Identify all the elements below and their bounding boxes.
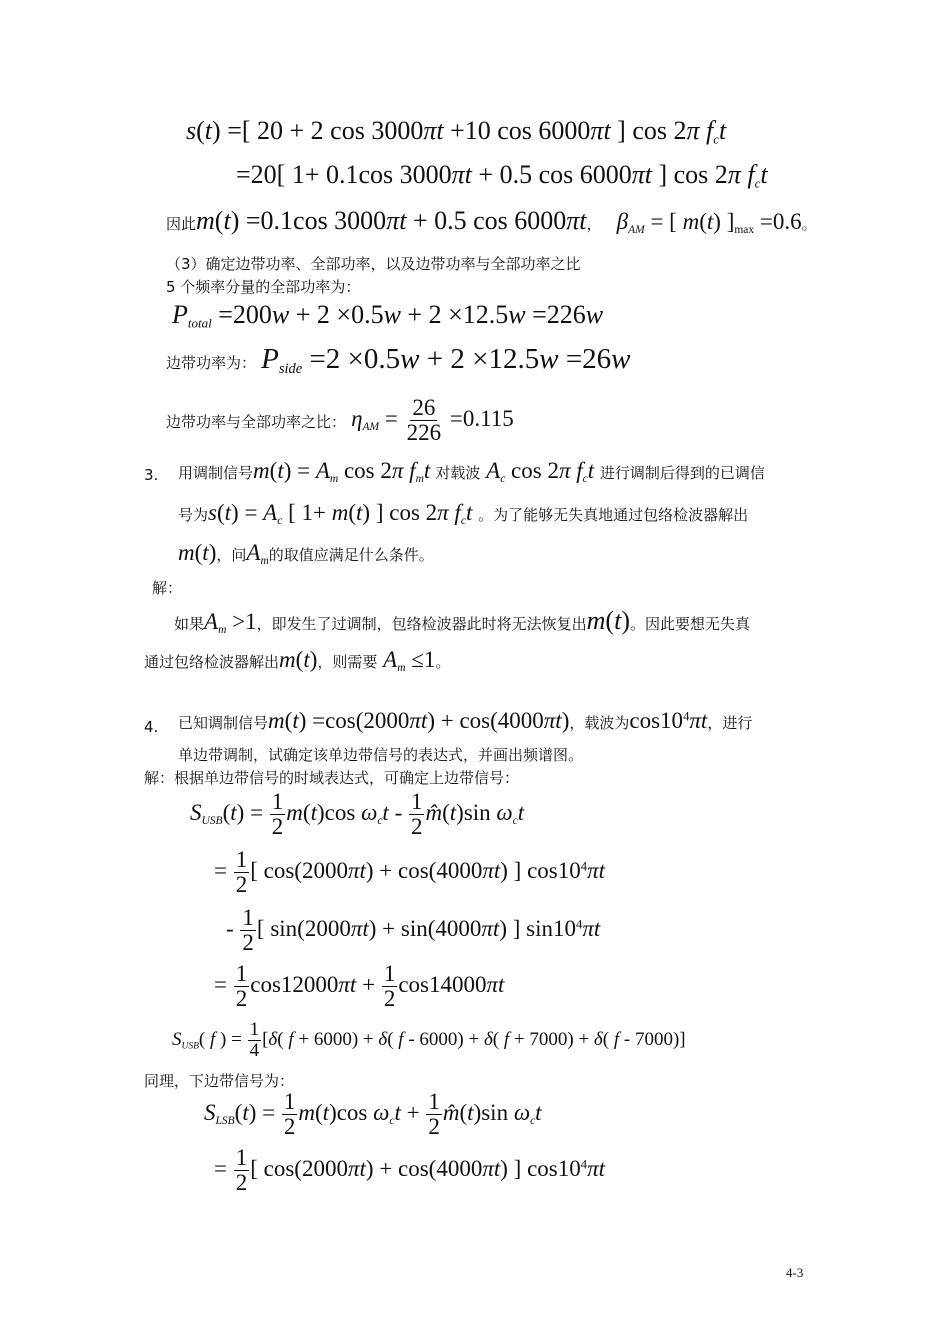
q3-solution-label: 解： [152, 579, 183, 597]
equation-susb-line1: $S_{USB}(t)$ = $\frac{1}{2}$ m(t)cos $\omega_ct$ - $\frac{1}{2}$ m̂(t)sin $\omega_ct$ [190, 789, 525, 840]
equation-susb-line4: = $\frac{1}{2}$ cos12000πt + $\frac{1}{2}$ cos14000πt [214, 961, 505, 1012]
equation-st-line2: =20[ 1+ 0.1cos 3000πt + 0.5 cos 6000πt ] cos 2π $f_ct$ [236, 160, 768, 191]
q4-number: 4. [144, 718, 159, 736]
a3-line1: 如果$A_m >1$，即发生了过调制，包络检波器此时将无法恢复出m(t)。因此要想无失真 [174, 606, 751, 637]
equation-susb-line3: - $\frac{1}{2}$ [ sin(2000πt) + sin(4000πt) ] $\sin 10^4\pi t$ [226, 905, 601, 956]
lsb-label: 同理，下边带信号为： [144, 1072, 295, 1090]
q4-line2: 单边带调制，试确定该单边带信号的表达式，并画出频谱图。 [178, 746, 584, 764]
equation-p-total: $P_{total} =200w + 2 \times 0.5w + 2 \times 12.5w =226w$ [172, 300, 604, 331]
ratio-line: 边带功率与全部功率之比： $\eta_{AM}$ = $\frac{26}{226}$ =0.115 [166, 395, 514, 446]
five-components-text: 5 个频率分量的全部功率为： [166, 278, 361, 296]
equation-st-line1: s(t) =[ 20 + 2 cos 3000πt +10 cos 6000πt ] cos 2π $f_ct$ [186, 116, 727, 147]
a4-intro: 解：根据单边带信号的时域表达式，可确定上边带信号： [144, 769, 520, 787]
equation-slsb-line2: = $\frac{1}{2}$ [ cos(2000πt) + cos(4000πt) ] $\cos 10^4\pi t$ [214, 1145, 605, 1196]
a3-line2: 通过包络检波器解出m(t)，则需要 $A_m \le 1$。 [144, 647, 451, 675]
page-number: 4-3 [786, 1265, 804, 1280]
q4-line1: 已知调制信号m(t) =cos(2000πt) + cos(4000πt)，载波为$\cos 10^4\pi t$，进行 [178, 708, 753, 733]
equation-susb-line2: = $\frac{1}{2}$ [ cos(2000πt) + cos(4000πt) ] $\cos 10^4\pi t$ [214, 847, 605, 898]
equation-susb-spectrum: $S_{USB}$( f ) = $\frac{1}{4}$ [δ( f + 6000) + δ( f - 6000) + δ( f + 7000) + δ( f - 7000)] [172, 1019, 686, 1061]
hence-line: 因此m(t) =0.1cos 3000πt + 0.5 cos 6000πt， $\beta_{AM}$ = [ m(t) ]$_{max} =0.6$。 [166, 206, 817, 237]
q3-line2: 号为$s(t) = A_c$ [ 1+ m(t) ] cos 2π $f_ct$ 。为了能够无失真地通过包络检波器解出 [178, 500, 749, 528]
equation-slsb-line1: $S_{LSB}(t)$ = $\frac{1}{2}$ m(t)cos $\omega_ct$ + $\frac{1}{2}$ m̂(t)sin $\omega_ct$ [204, 1089, 542, 1140]
q3-line3: m(t)，问$A_m$的取值应满足什么条件。 [178, 540, 434, 568]
side-power-line: 边带功率为： $P_{side} =2 \times 0.5w + 2 \times 12.5w =26w$ [166, 343, 631, 378]
q3-line1: 用调制信号$m(t) = A_m$ cos 2π $f_mt$ 对载波 $A_c$ cos 2π $f_ct$ 进行调制后得到的已调信 [178, 458, 765, 486]
q3-number: 3. [144, 466, 159, 484]
part3-heading: （3）确定边带功率、全部功率，以及边带功率与全部功率之比 [166, 255, 581, 273]
